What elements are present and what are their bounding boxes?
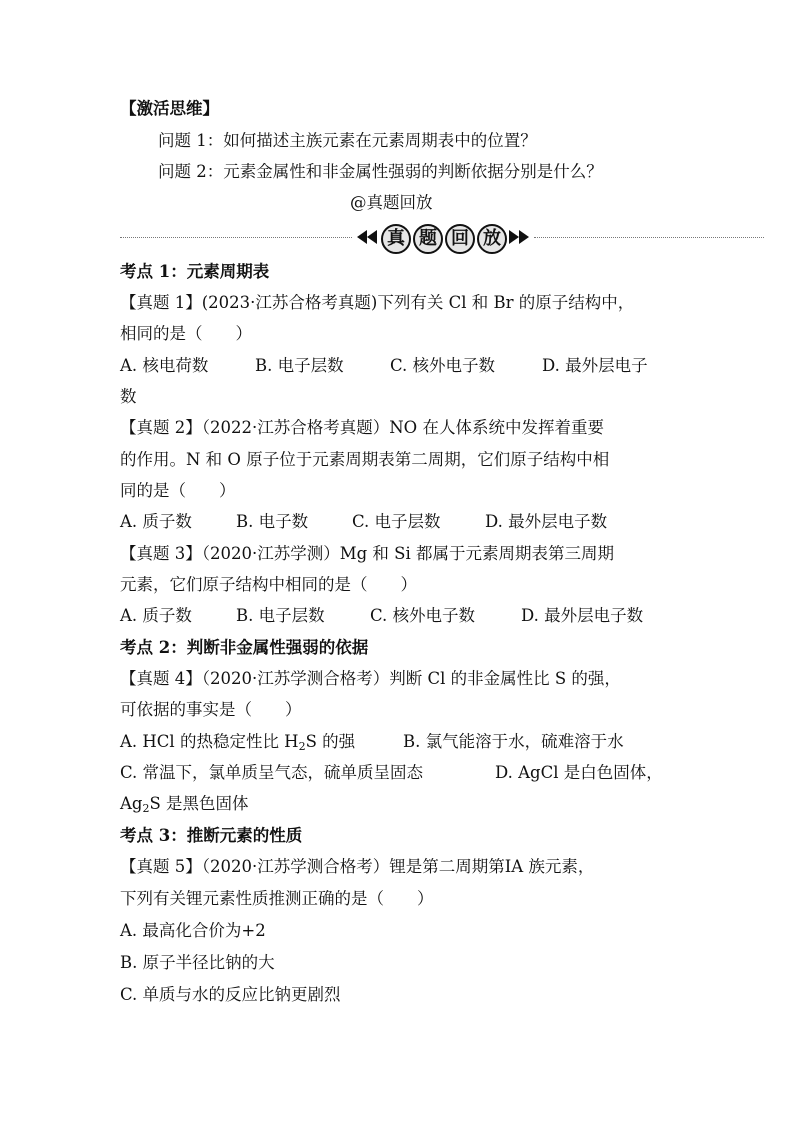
section-3-heading: 考点 3：推断元素的性质 bbox=[120, 826, 303, 845]
option-c: C. 核外电子数 bbox=[370, 606, 476, 625]
option-d-continued: 数 bbox=[120, 387, 137, 406]
banner-divider-right bbox=[534, 237, 764, 238]
banner-char: 题 bbox=[413, 224, 443, 254]
option-d: D. 最外层电子数 bbox=[521, 606, 644, 625]
banner-title bbox=[355, 222, 531, 252]
option-b: B. 电子层数 bbox=[255, 356, 344, 375]
problem-2-line1: 【真题 2】（2022·江苏合格考真题）NO 在人体系统中发挥着重要 bbox=[120, 418, 604, 437]
problem-5-line1: 【真题 5】（2020·江苏学测合格考）锂是第二周期第ⅠA 族元素， bbox=[120, 857, 595, 876]
problem-4-line2: 可依据的事实是（ ） bbox=[120, 700, 302, 719]
question-2: 问题 2：元素金属性和非金属性强弱的判断依据分别是什么？ bbox=[158, 162, 603, 181]
option-a: A. 最高化合价为+2 bbox=[120, 921, 266, 940]
option-a: A. 质子数 bbox=[120, 512, 192, 531]
option-c: C. 电子层数 bbox=[352, 512, 441, 531]
problem-5-line2: 下列有关锂元素性质推测正确的是（ ） bbox=[120, 889, 434, 908]
problem-4-options-cd bbox=[120, 762, 663, 784]
section-banner bbox=[120, 222, 764, 252]
problem-1-line1: 【真题 1】(2023·江苏合格考真题)下列有关 Cl 和 Br 的原子结构中， bbox=[120, 293, 635, 312]
problem-2-line3: 同的是（ ） bbox=[120, 481, 236, 500]
problem-1-options bbox=[120, 355, 648, 377]
option-d: D. 最外层电子 bbox=[542, 356, 648, 375]
option-b: B. 原子半径比钠的大 bbox=[120, 953, 275, 972]
option-b: B. 电子数 bbox=[236, 512, 309, 531]
anchor-link[interactable]: @真题回放 bbox=[350, 193, 433, 212]
problem-4-line1: 【真题 4】（2020·江苏学测合格考）判断 Cl 的非金属性比 S 的强， bbox=[120, 669, 621, 688]
chevron-left-icon bbox=[367, 230, 377, 244]
option-a: A. 质子数 bbox=[120, 606, 192, 625]
banner-char: 真 bbox=[381, 224, 411, 254]
banner-char: 放 bbox=[477, 224, 507, 254]
option-c: C. 核外电子数 bbox=[390, 356, 496, 375]
chevron-right-icon bbox=[519, 230, 529, 244]
option-b: B. 电子层数 bbox=[236, 606, 325, 625]
chevron-right-icon bbox=[509, 230, 519, 244]
problem-3-line2: 元素，它们原子结构中相同的是（ ） bbox=[120, 575, 417, 594]
problem-3-options bbox=[120, 605, 643, 627]
problem-3-line1: 【真题 3】（2020·江苏学测）Mg 和 Si 都属于元素周期表第三周期 bbox=[120, 544, 615, 563]
option-a: A. 核电荷数 bbox=[120, 356, 209, 375]
activate-heading: 【激活思维】 bbox=[120, 99, 219, 118]
question-1: 问题 1：如何描述主族元素在元素周期表中的位置？ bbox=[158, 131, 537, 150]
problem-2-line2: 的作用。N 和 O 原子位于元素周期表第二周期，它们原子结构中相 bbox=[120, 450, 610, 469]
chevron-left-icon bbox=[357, 230, 367, 244]
section-2-heading: 考点 2：判断非金属性强弱的依据 bbox=[120, 638, 369, 657]
banner-char: 回 bbox=[445, 224, 475, 254]
problem-1-line2: 相同的是（ ） bbox=[120, 324, 252, 343]
option-c: C. 常温下，氯单质呈气态，硫单质呈固态 bbox=[120, 763, 424, 782]
option-d: D. 最外层电子数 bbox=[485, 512, 608, 531]
option-c: C. 单质与水的反应比钠更剧烈 bbox=[120, 985, 341, 1004]
option-d-continued: $Ag_2S$ 是黑色固体 bbox=[120, 794, 249, 815]
problem-2-options bbox=[120, 511, 607, 533]
section-1-heading: 考点 1：元素周期表 bbox=[120, 262, 270, 281]
problem-4-options-ab bbox=[120, 731, 624, 758]
option-d: D. AgCl 是白色固体， bbox=[495, 763, 663, 782]
banner-divider-left bbox=[120, 237, 352, 238]
option-a: A. HCl 的热稳定性比 H2S 的强 bbox=[120, 732, 356, 753]
option-b: B. 氯气能溶于水，硫难溶于水 bbox=[403, 732, 624, 751]
